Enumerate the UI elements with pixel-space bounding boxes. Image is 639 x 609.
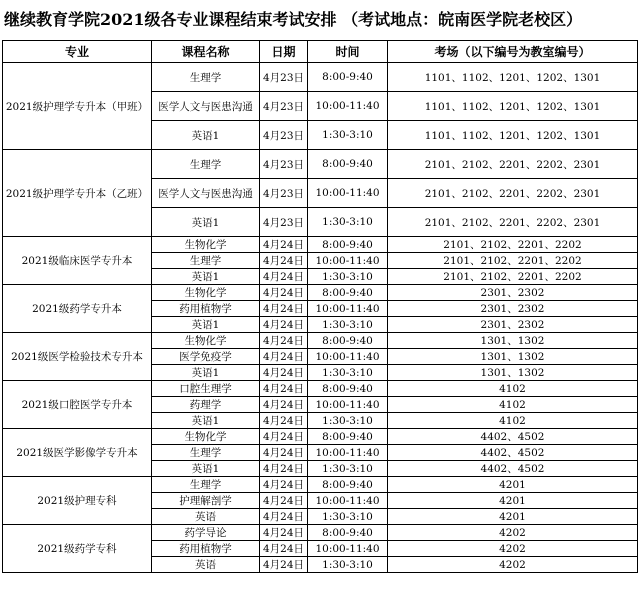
major-cell: 2021级药学专升本	[3, 285, 152, 333]
room-cell: 4102	[388, 381, 638, 397]
time-cell: 1:30-3:10	[308, 461, 388, 477]
date-cell: 4月24日	[260, 349, 308, 365]
date-cell: 4月23日	[260, 150, 308, 179]
course-cell: 生理学	[152, 477, 260, 493]
time-cell: 1:30-3:10	[308, 365, 388, 381]
date-cell: 4月24日	[260, 333, 308, 349]
date-cell: 4月24日	[260, 253, 308, 269]
course-cell: 生理学	[152, 253, 260, 269]
course-cell: 英语	[152, 509, 260, 525]
course-cell: 药用植物学	[152, 301, 260, 317]
table-row	[3, 285, 638, 301]
major-cell: 2021级护理学专升本（甲班）	[3, 63, 152, 150]
time-cell: 8:00-9:40	[308, 237, 388, 253]
room-cell: 4201	[388, 509, 638, 525]
time-cell: 1:30-3:10	[308, 509, 388, 525]
time-cell: 10:00-11:40	[308, 397, 388, 413]
course-cell: 英语1	[152, 121, 260, 150]
course-cell: 药用植物学	[152, 541, 260, 557]
room-cell: 1101、1102、1201、1202、1301	[388, 92, 638, 121]
date-cell: 4月23日	[260, 208, 308, 237]
time-cell: 1:30-3:10	[308, 121, 388, 150]
time-cell: 10:00-11:40	[308, 179, 388, 208]
date-cell: 4月24日	[260, 429, 308, 445]
course-cell: 英语1	[152, 461, 260, 477]
major-cell: 2021级口腔医学专升本	[3, 381, 152, 429]
table-row	[3, 63, 638, 92]
course-cell: 生物化学	[152, 285, 260, 301]
date-cell: 4月24日	[260, 397, 308, 413]
time-cell: 8:00-9:40	[308, 381, 388, 397]
course-cell: 英语1	[152, 413, 260, 429]
table-row	[3, 150, 638, 179]
room-cell: 2101、2102、2201、2202	[388, 269, 638, 285]
course-cell: 生理学	[152, 150, 260, 179]
table-row	[3, 333, 638, 349]
header-course: 课程名称	[152, 41, 260, 63]
date-cell: 4月24日	[260, 301, 308, 317]
table-row	[3, 237, 638, 253]
course-cell: 药学导论	[152, 525, 260, 541]
room-cell: 4102	[388, 413, 638, 429]
date-cell: 4月23日	[260, 63, 308, 92]
room-cell: 1301、1302	[388, 365, 638, 381]
room-cell: 2301、2302	[388, 285, 638, 301]
course-cell: 生物化学	[152, 333, 260, 349]
time-cell: 8:00-9:40	[308, 477, 388, 493]
table-row	[3, 525, 638, 541]
exam-schedule-table	[2, 40, 638, 573]
date-cell: 4月24日	[260, 269, 308, 285]
room-cell: 1101、1102、1201、1202、1301	[388, 63, 638, 92]
date-cell: 4月24日	[260, 541, 308, 557]
time-cell: 10:00-11:40	[308, 301, 388, 317]
header-major: 专业	[3, 41, 152, 63]
room-cell: 4402、4502	[388, 461, 638, 477]
time-cell: 8:00-9:40	[308, 285, 388, 301]
time-cell: 10:00-11:40	[308, 541, 388, 557]
course-cell: 护理解剖学	[152, 493, 260, 509]
time-cell: 10:00-11:40	[308, 349, 388, 365]
room-cell: 4202	[388, 541, 638, 557]
room-cell: 4402、4502	[388, 445, 638, 461]
major-cell: 2021级临床医学专升本	[3, 237, 152, 285]
time-cell: 10:00-11:40	[308, 92, 388, 121]
course-cell: 药理学	[152, 397, 260, 413]
date-cell: 4月24日	[260, 365, 308, 381]
time-cell: 10:00-11:40	[308, 493, 388, 509]
course-cell: 英语1	[152, 269, 260, 285]
table-body	[3, 63, 638, 573]
date-cell: 4月24日	[260, 381, 308, 397]
room-cell: 2101、2102、2201、2202	[388, 237, 638, 253]
header-room: 考场（以下编号为教室编号）	[388, 41, 638, 63]
course-cell: 英语1	[152, 365, 260, 381]
room-cell: 1301、1302	[388, 349, 638, 365]
date-cell: 4月23日	[260, 92, 308, 121]
date-cell: 4月24日	[260, 237, 308, 253]
room-cell: 4201	[388, 477, 638, 493]
time-cell: 8:00-9:40	[308, 63, 388, 92]
course-cell: 英语1	[152, 208, 260, 237]
course-cell: 医学人文与医患沟通	[152, 179, 260, 208]
major-cell: 2021级医学影像学专升本	[3, 429, 152, 477]
course-cell: 生理学	[152, 445, 260, 461]
room-cell: 2101、2102、2201、2202、2301	[388, 179, 638, 208]
time-cell: 8:00-9:40	[308, 429, 388, 445]
time-cell: 10:00-11:40	[308, 253, 388, 269]
time-cell: 8:00-9:40	[308, 333, 388, 349]
time-cell: 1:30-3:10	[308, 208, 388, 237]
date-cell: 4月24日	[260, 557, 308, 573]
date-cell: 4月23日	[260, 121, 308, 150]
time-cell: 8:00-9:40	[308, 150, 388, 179]
room-cell: 2101、2102、2201、2202、2301	[388, 208, 638, 237]
date-cell: 4月24日	[260, 493, 308, 509]
course-cell: 英语1	[152, 317, 260, 333]
date-cell: 4月24日	[260, 509, 308, 525]
major-cell: 2021级护理学专升本（乙班）	[3, 150, 152, 237]
major-cell: 2021级药学专科	[3, 525, 152, 573]
date-cell: 4月24日	[260, 477, 308, 493]
date-cell: 4月24日	[260, 445, 308, 461]
date-cell: 4月24日	[260, 285, 308, 301]
date-cell: 4月23日	[260, 179, 308, 208]
room-cell: 4201	[388, 493, 638, 509]
table-row	[3, 477, 638, 493]
room-cell: 4202	[388, 557, 638, 573]
room-cell: 4402、4502	[388, 429, 638, 445]
date-cell: 4月24日	[260, 461, 308, 477]
room-cell: 4102	[388, 397, 638, 413]
time-cell: 1:30-3:10	[308, 413, 388, 429]
date-cell: 4月24日	[260, 317, 308, 333]
course-cell: 生物化学	[152, 237, 260, 253]
time-cell: 8:00-9:40	[308, 525, 388, 541]
course-cell: 生理学	[152, 63, 260, 92]
table-row	[3, 429, 638, 445]
room-cell: 2101、2102、2201、2202、2301	[388, 150, 638, 179]
page-title: 继续教育学院2021级各专业课程结束考试安排 （考试地点：皖南医学院老校区）	[4, 10, 583, 29]
time-cell: 1:30-3:10	[308, 269, 388, 285]
major-cell: 2021级护理专科	[3, 477, 152, 525]
time-cell: 10:00-11:40	[308, 445, 388, 461]
room-cell: 2101、2102、2201、2202	[388, 253, 638, 269]
room-cell: 1101、1102、1201、1202、1301	[388, 121, 638, 150]
room-cell: 2301、2302	[388, 301, 638, 317]
time-cell: 1:30-3:10	[308, 557, 388, 573]
header-date: 日期	[260, 41, 308, 63]
table-row	[3, 381, 638, 397]
room-cell: 1301、1302	[388, 333, 638, 349]
course-cell: 生物化学	[152, 429, 260, 445]
header-time: 时间	[308, 41, 388, 63]
course-cell: 口腔生理学	[152, 381, 260, 397]
major-cell: 2021级医学检验技术专升本	[3, 333, 152, 381]
course-cell: 医学免疫学	[152, 349, 260, 365]
time-cell: 1:30-3:10	[308, 317, 388, 333]
room-cell: 2301、2302	[388, 317, 638, 333]
course-cell: 医学人文与医患沟通	[152, 92, 260, 121]
date-cell: 4月24日	[260, 525, 308, 541]
date-cell: 4月24日	[260, 413, 308, 429]
header-row	[3, 41, 638, 63]
room-cell: 4202	[388, 525, 638, 541]
course-cell: 英语	[152, 557, 260, 573]
